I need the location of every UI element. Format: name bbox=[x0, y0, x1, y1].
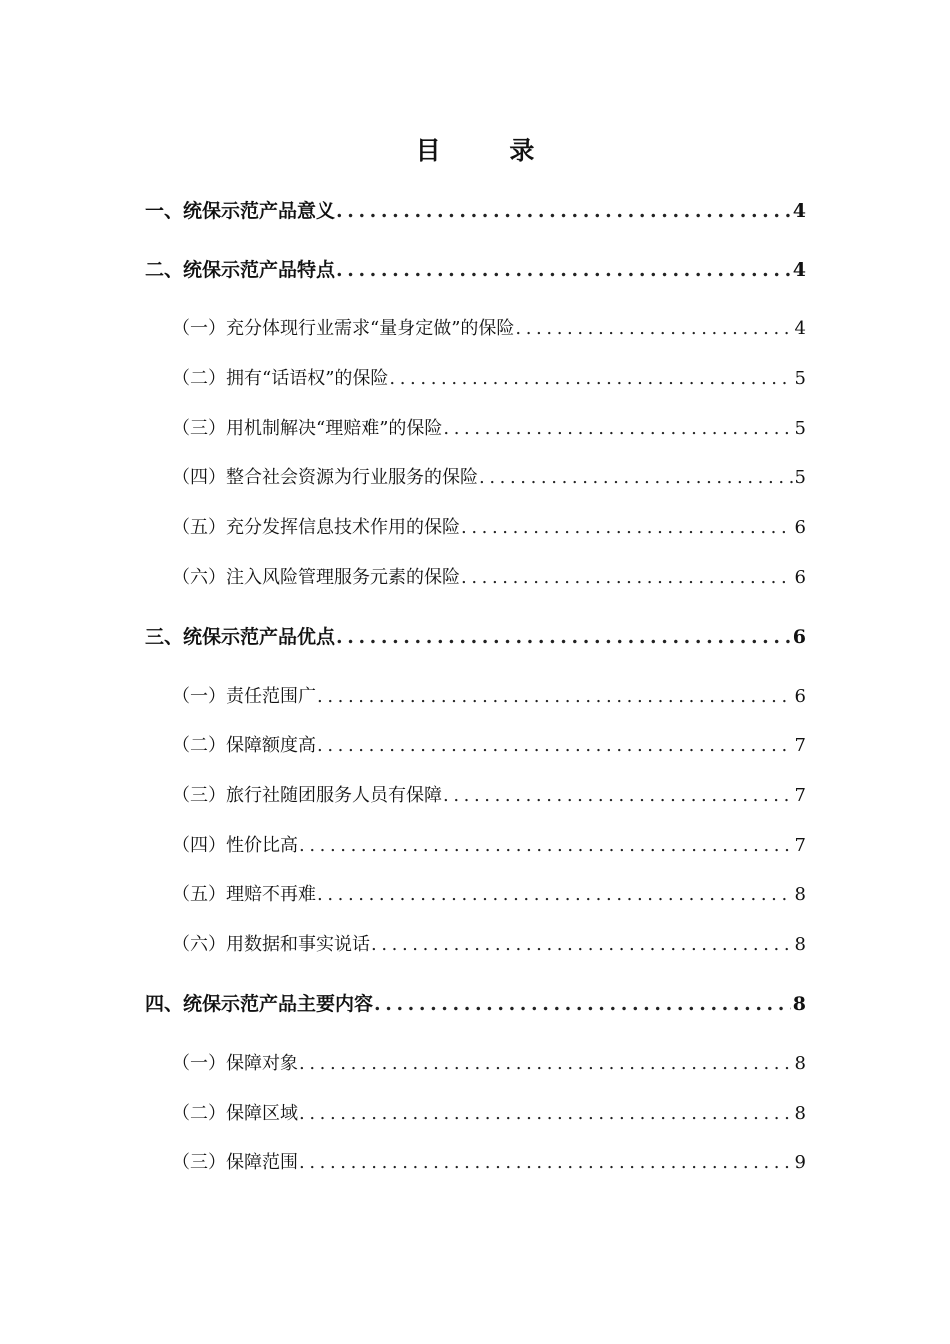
toc-entry-title: （六）用数据和事实说话 bbox=[172, 934, 370, 955]
toc-entry[interactable] bbox=[172, 563, 806, 593]
toc-entry[interactable] bbox=[145, 255, 806, 285]
toc-page-number: 7 bbox=[794, 785, 806, 806]
toc-page-number: 9 bbox=[794, 1152, 806, 1173]
toc-entry[interactable] bbox=[172, 781, 806, 811]
toc-leader-dots bbox=[479, 463, 793, 493]
toc-entry[interactable] bbox=[172, 1049, 806, 1079]
toc-entry-title: （四）整合社会资源为行业服务的保险 bbox=[172, 467, 478, 488]
toc-leader-dots bbox=[336, 255, 791, 285]
toc-entry-title: （三）用机制解决“理赔难”的保险 bbox=[172, 418, 443, 439]
toc-page-number: 4 bbox=[792, 200, 806, 222]
toc-page-number: 4 bbox=[794, 318, 806, 339]
toc-leader-dots bbox=[443, 414, 792, 444]
toc-entry-title: （二）保障区域 bbox=[172, 1103, 298, 1124]
toc-leader-dots bbox=[443, 781, 793, 811]
toc-leader-dots bbox=[336, 622, 791, 652]
toc-entry[interactable] bbox=[172, 930, 806, 960]
toc-entry[interactable] bbox=[145, 989, 806, 1019]
toc-entry-title: 二、统保示范产品特点 bbox=[145, 259, 336, 281]
toc-entry[interactable] bbox=[172, 463, 806, 493]
toc-page-number: 8 bbox=[794, 934, 806, 955]
toc-leader-dots bbox=[461, 563, 793, 593]
toc-page-number: 8 bbox=[794, 1053, 806, 1074]
toc-entry-title: 四、统保示范产品主要内容 bbox=[145, 993, 374, 1015]
toc-page-number: 6 bbox=[794, 567, 806, 588]
toc-page-number: 5 bbox=[794, 467, 806, 488]
toc-entry-title: （一）责任范围广 bbox=[172, 686, 316, 707]
toc-entry[interactable] bbox=[172, 682, 806, 712]
toc-leader-dots bbox=[299, 831, 793, 861]
toc-entry-title: （二）拥有“话语权”的保险 bbox=[172, 368, 389, 389]
toc-leader-dots bbox=[299, 1148, 793, 1178]
toc-leader-dots bbox=[317, 731, 793, 761]
toc-leader-dots bbox=[461, 513, 793, 543]
toc-page-number: 5 bbox=[794, 368, 806, 389]
toc-page-number: 8 bbox=[794, 884, 806, 905]
toc-page-number: 4 bbox=[792, 259, 806, 281]
toc-heading: 目 录 bbox=[415, 136, 565, 165]
toc-entry-title: 一、统保示范产品意义 bbox=[145, 200, 336, 222]
toc-entry[interactable] bbox=[172, 1099, 806, 1129]
toc-entry-title: 三、统保示范产品优点 bbox=[145, 626, 336, 648]
toc-page-number: 6 bbox=[794, 686, 806, 707]
toc-leader-dots bbox=[299, 1099, 793, 1129]
toc-leader-dots bbox=[317, 880, 793, 910]
toc-entry[interactable] bbox=[172, 513, 806, 543]
toc-entry-title: （六）注入风险管理服务元素的保险 bbox=[172, 567, 460, 588]
toc-leader-dots bbox=[299, 1049, 793, 1079]
toc-leader-dots bbox=[515, 314, 792, 344]
toc-entry-title: （一）充分体现行业需求“量身定做”的保险 bbox=[172, 318, 515, 339]
toc-entry-title: （三）旅行社随团服务人员有保障 bbox=[172, 785, 442, 806]
toc-entry[interactable] bbox=[145, 622, 806, 652]
toc-entry[interactable] bbox=[172, 364, 806, 394]
toc-leader-dots bbox=[389, 364, 792, 394]
toc-leader-dots bbox=[371, 930, 793, 960]
toc-page-number: 6 bbox=[792, 626, 806, 648]
toc-leader-dots bbox=[317, 682, 793, 712]
toc-leader-dots bbox=[374, 989, 791, 1019]
toc-entry[interactable] bbox=[172, 314, 806, 344]
toc-page-number: 5 bbox=[794, 418, 806, 439]
toc-entry[interactable] bbox=[145, 196, 806, 226]
toc-entry[interactable] bbox=[172, 731, 806, 761]
toc-entry[interactable] bbox=[172, 831, 806, 861]
toc-entry[interactable] bbox=[172, 880, 806, 910]
toc-entry[interactable] bbox=[172, 1148, 806, 1178]
toc-page-number: 7 bbox=[794, 735, 806, 756]
toc-entry-title: （五）充分发挥信息技术作用的保险 bbox=[172, 517, 460, 538]
toc-entry-title: （四）性价比高 bbox=[172, 835, 298, 856]
toc-page-number: 6 bbox=[794, 517, 806, 538]
toc-entry[interactable] bbox=[172, 414, 806, 444]
toc-entry-title: （三）保障范围 bbox=[172, 1152, 298, 1173]
toc-page-number: 8 bbox=[794, 1103, 806, 1124]
toc-page-number: 7 bbox=[794, 835, 806, 856]
toc-entry-title: （二）保障额度高 bbox=[172, 735, 316, 756]
toc-leader-dots bbox=[336, 196, 791, 226]
toc-entry-title: （五）理赔不再难 bbox=[172, 884, 316, 905]
toc-page-number: 8 bbox=[792, 993, 806, 1015]
toc-entry-title: （一）保障对象 bbox=[172, 1053, 298, 1074]
